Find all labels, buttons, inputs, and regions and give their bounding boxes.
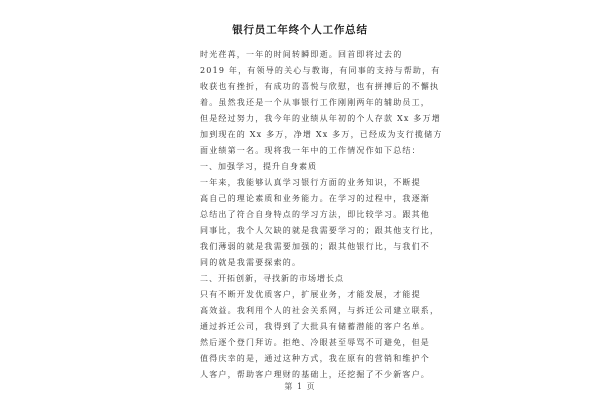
section-heading: 二、开拓创新，寻找新的市场增长点 <box>200 274 344 283</box>
paragraph-line: 同的就是我需要探索的。 <box>200 258 302 267</box>
page-number: 第 1 页 <box>284 382 316 391</box>
paragraph-line: 只有不断开发优质客户，扩展业务，才能发展，才能提 <box>200 290 421 299</box>
section-heading: 一、加强学习，提升自身素质 <box>200 162 317 171</box>
paragraph-line: 值得庆幸的是，通过这种方式，我在原有的营销和维护个 <box>200 354 430 363</box>
paragraph-line: 着。虽然我还是一个从事银行工作刚刚两年的辅助员工， <box>200 98 430 107</box>
paragraph-line: 但是经过努力，我今年的业绩从年初的个人存款 Xx 多万增 <box>200 114 441 123</box>
paragraph-line: 加到现在的 Xx 多万，净增 Xx 多万，已经成为支行揽储方 <box>200 130 443 139</box>
paragraph-line: 面业绩第一名。现将我一年中的工作情况作如下总结： <box>200 146 421 155</box>
paragraph-line: 我们薄弱的就是我需要加强的；跟其他银行比，与我们不 <box>200 242 430 251</box>
paragraph-line: 总结出了符合自身特点的学习方法，即比较学习。跟其他 <box>200 210 430 219</box>
paragraph-line: 人客户，帮助客户理财的基础上，还挖掘了不少新客户。 <box>200 370 430 379</box>
paragraph-line: 高自己的理论素质和业务能力。在学习的过程中，我逐渐 <box>200 194 430 203</box>
paragraph-line: 高效益。我利用个人的社会关系网，与拆迁公司建立联系， <box>200 306 440 315</box>
document-title: 银行员工年终个人工作总结 <box>232 24 368 36</box>
paragraph-line: 收获也有挫折，有成功的喜悦与欣慰，也有拼搏后的不懈执 <box>200 82 440 91</box>
paragraph-line: 通过拆迁公司，我得到了大批具有储蓄潜能的客户名单。 <box>200 322 430 331</box>
paragraph-line: 2019 年，有领导的关心与教诲，有同事的支持与帮助，有 <box>200 66 441 75</box>
paragraph-line: 然后逐个登门拜访。拒绝、冷眼甚至辱骂不可避免，但是 <box>200 338 430 347</box>
paragraph-line: 一年来，我能够认真学习银行方面的业务知识，不断提 <box>200 178 421 187</box>
paragraph-line: 同事比，我个人欠缺的就是我需要学习的；跟其他支行比， <box>200 226 440 235</box>
paragraph-line: 时光荏苒，一年的时间转瞬即逝。回首即将过去的 <box>200 50 403 59</box>
